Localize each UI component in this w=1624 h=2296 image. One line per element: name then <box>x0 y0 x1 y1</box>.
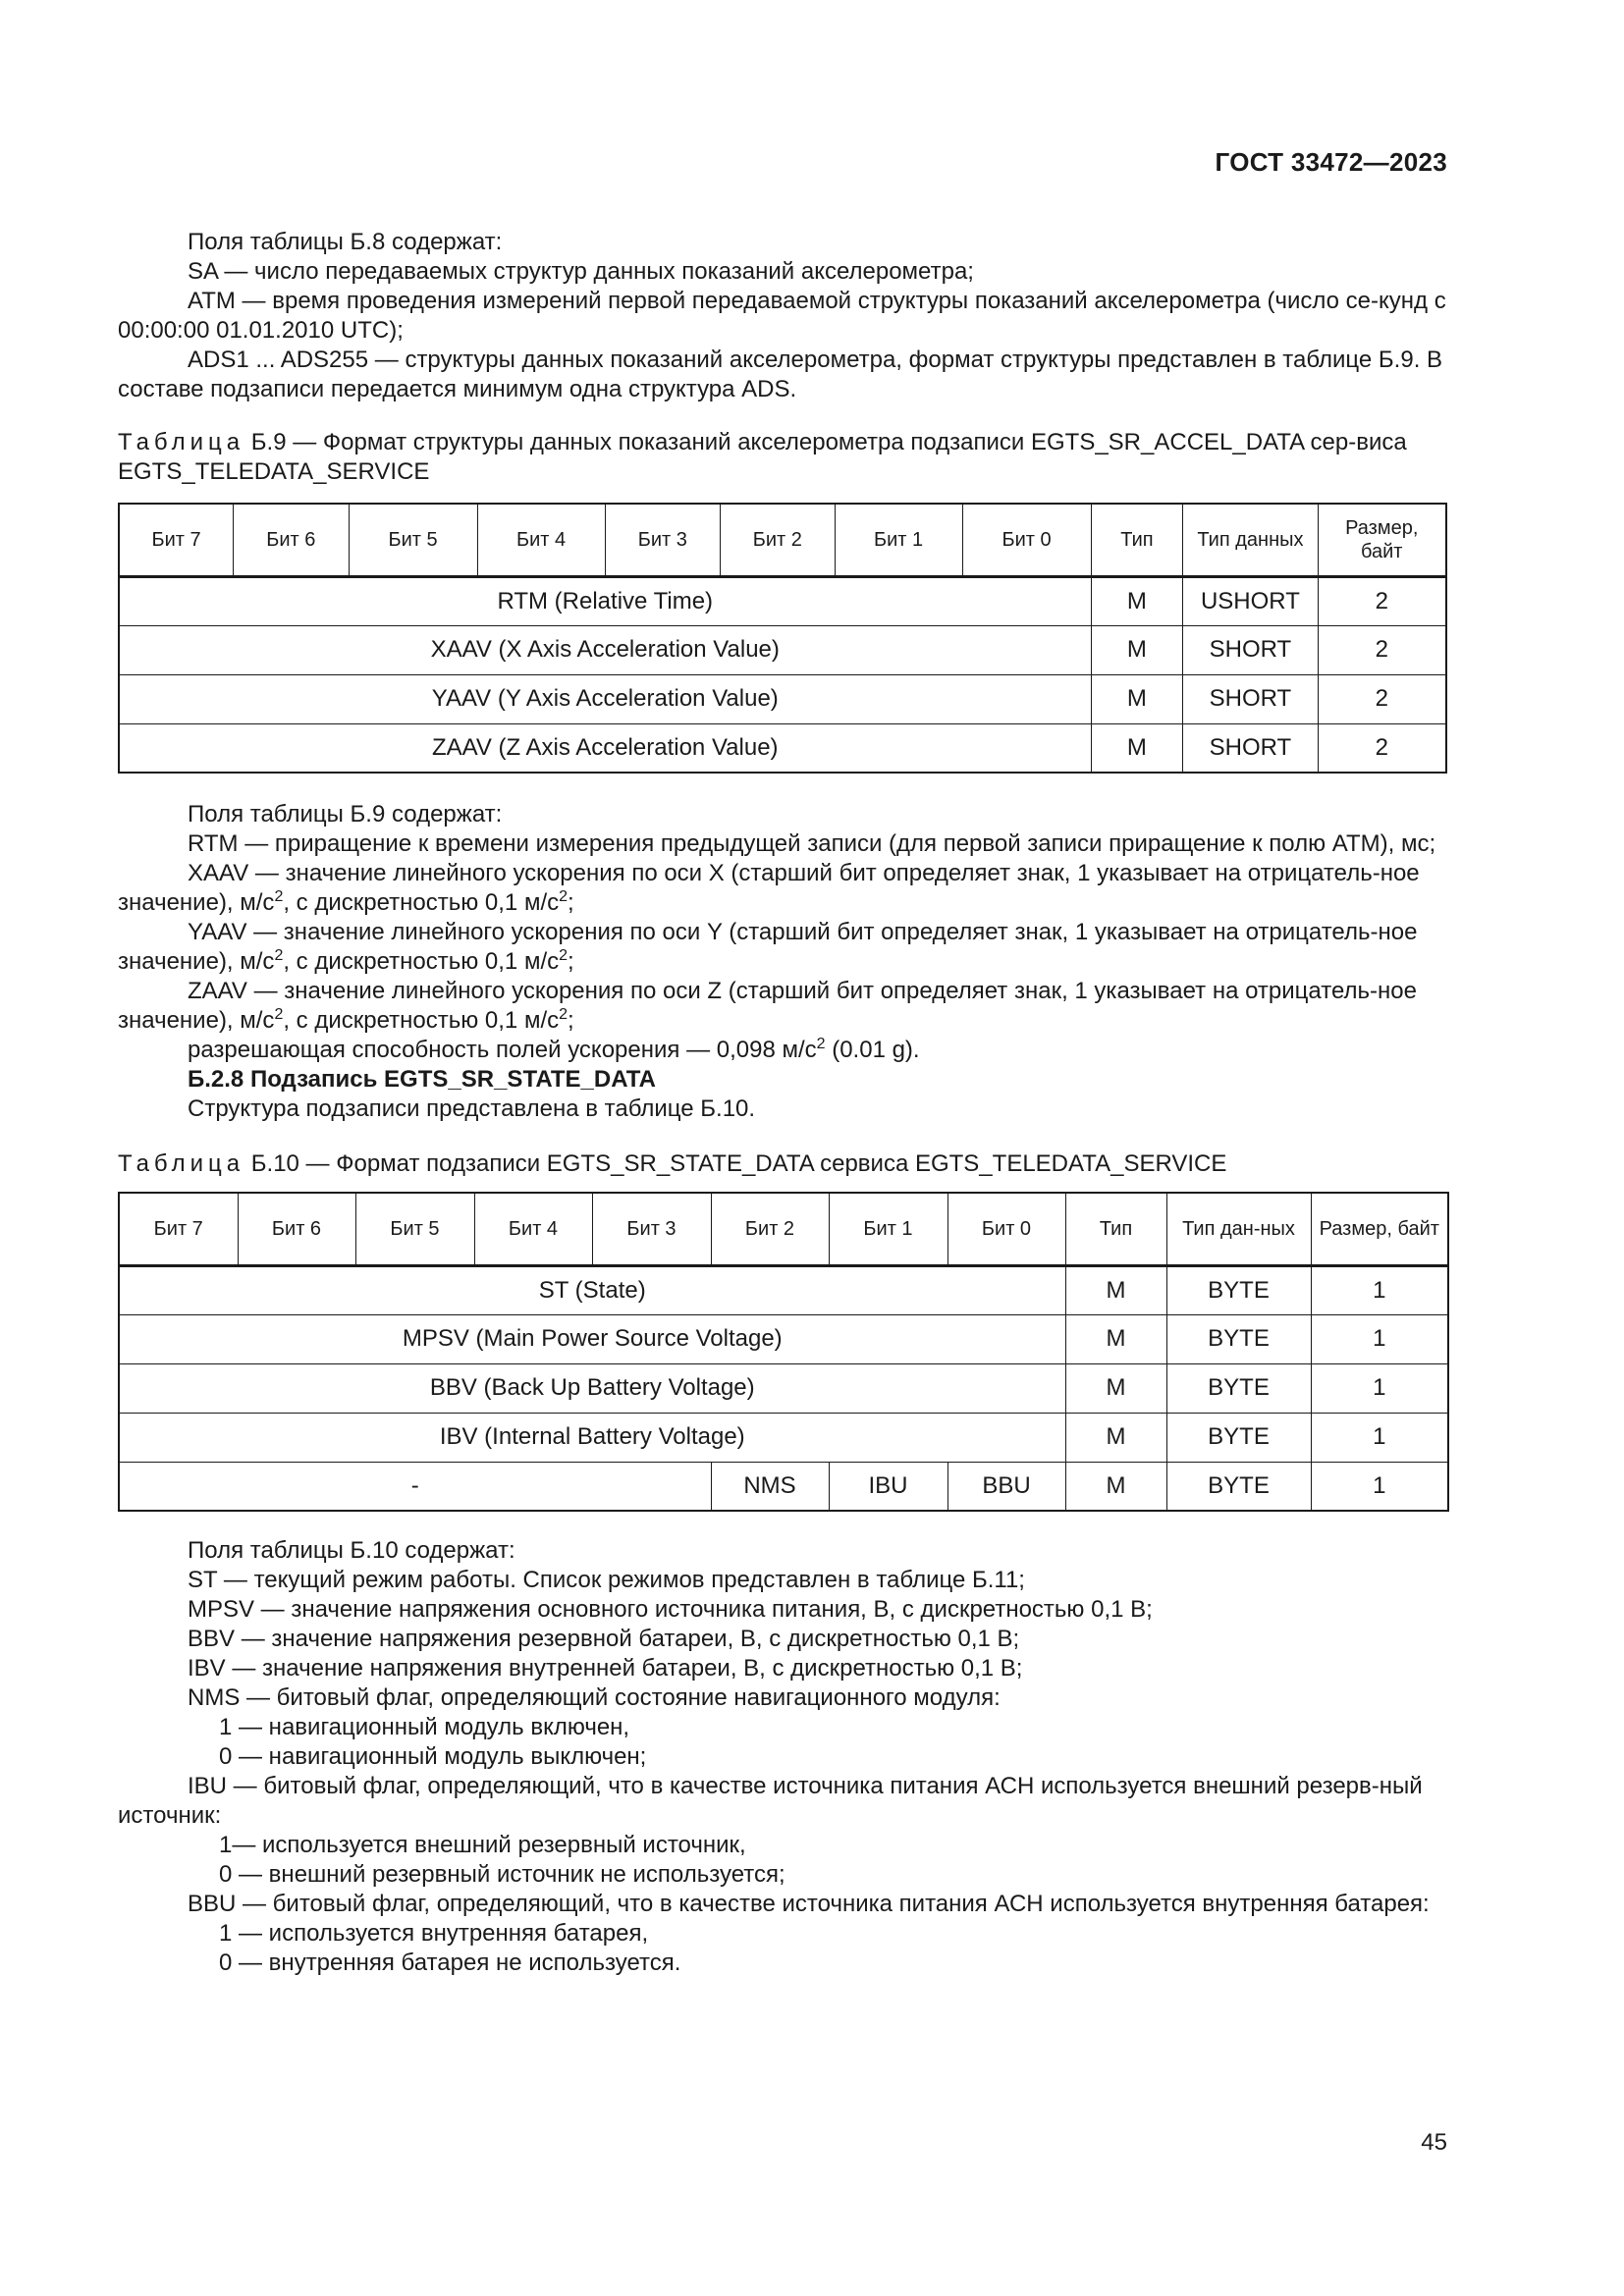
paragraph-xaav: XAAV — значение линейного ускорения по оси X (старший бит определяет знак, 1 указывает на отрицатель-ное значение), $м/с^2$, с дискретностью 0,1 $м/с^2$; <box>118 860 1420 916</box>
paragraph-mpsv: MPSV — значение напряжения основного источника питания, В, с дискретностью 0,1 В; <box>188 1596 1153 1623</box>
paragraph-rtm: RTM — приращение к времени измерения предыдущей записи (для первой записи приращение к полю ATM), мс; <box>188 830 1436 857</box>
table-b9-caption <box>118 428 1447 487</box>
field-type: M <box>1065 1314 1166 1363</box>
field-type: M <box>1065 1363 1166 1413</box>
caption-prefix: Таблица <box>118 429 245 455</box>
section-table-b9-fields <box>118 800 1447 1124</box>
table-header-row <box>119 1193 1448 1265</box>
table-b9 <box>118 503 1447 774</box>
field-name: RTM (Relative Time) <box>119 576 1091 625</box>
field-data-type: BYTE <box>1166 1363 1311 1413</box>
list-item: 1 — используется внутренняя батарея, <box>219 1920 649 1947</box>
table-row <box>119 1363 1448 1413</box>
table-b10-caption <box>118 1149 1447 1179</box>
header-bit3: Бит 3 <box>592 1193 711 1265</box>
paragraph-intro: Поля таблицы Б.9 содержат: <box>188 801 503 828</box>
paragraph-resolution: разрешающая способность полей ускорения — 0,098 $м/с^2$ (0.01 g). <box>188 1036 920 1063</box>
field-size: 1 <box>1311 1314 1448 1363</box>
header-bit2: Бит 2 <box>711 1193 829 1265</box>
reserved-bits: - <box>119 1462 711 1511</box>
header-data-type: Тип данных <box>1183 504 1318 576</box>
field-data-type: BYTE <box>1166 1265 1311 1314</box>
field-type: M <box>1091 674 1183 723</box>
header-bit7: Бит 7 <box>119 504 234 576</box>
header-bit7: Бит 7 <box>119 1193 238 1265</box>
field-data-type: BYTE <box>1166 1314 1311 1363</box>
field-type: M <box>1091 625 1183 674</box>
field-type: M <box>1091 576 1183 625</box>
field-type: M <box>1065 1462 1166 1511</box>
flag-bbu: BBU <box>947 1462 1065 1511</box>
field-name: MPSV (Main Power Source Voltage) <box>119 1314 1065 1363</box>
paragraph-structure-note: Структура подзаписи представлена в таблице Б.10. <box>188 1095 756 1122</box>
table-row <box>119 576 1446 625</box>
paragraph-yaav: YAAV — значение линейного ускорения по оси Y (старший бит определяет знак, 1 указывает на отрицатель-ное значение), $м/с^2$, с дискретностью 0,1 $м/с^2$; <box>118 919 1418 975</box>
field-data-type: SHORT <box>1183 625 1318 674</box>
field-size: 1 <box>1311 1265 1448 1314</box>
paragraph-sa: SA — число передаваемых структур данных показаний акселерометра; <box>188 258 974 285</box>
field-data-type: SHORT <box>1183 723 1318 773</box>
paragraph-zaav: ZAAV — значение линейного ускорения по оси Z (старший бит определяет знак, 1 указывает на отрицатель-ное значение), $м/с^2$, с дискретностью 0,1 $м/с^2$; <box>118 978 1417 1034</box>
field-data-type: BYTE <box>1166 1462 1311 1511</box>
header-bit1: Бит 1 <box>829 1193 947 1265</box>
header-size: Размер, байт <box>1311 1193 1448 1265</box>
table-header-row <box>119 504 1446 576</box>
header-bit6: Бит 6 <box>238 1193 355 1265</box>
header-bit1: Бит 1 <box>835 504 962 576</box>
table-row <box>119 674 1446 723</box>
caption-text: Б.10 — Формат подзаписи EGTS_SR_STATE_DATA сервиса EGTS_TELEDATA_SERVICE <box>244 1150 1227 1177</box>
list-item: 0 — навигационный модуль выключен; <box>219 1743 647 1770</box>
header-type: Тип <box>1091 504 1183 576</box>
paragraph-nms: NMS — битовый флаг, определяющий состояние навигационного модуля: <box>188 1684 1001 1711</box>
header-bit4: Бит 4 <box>474 1193 592 1265</box>
list-item: 0 — внешний резервный источник не используется; <box>219 1861 785 1888</box>
section-table-b10-fields <box>118 1536 1447 1978</box>
caption-prefix: Таблица <box>118 1150 245 1177</box>
field-size: 1 <box>1311 1413 1448 1462</box>
header-data-type: Тип дан-ных <box>1166 1193 1311 1265</box>
field-size: 2 <box>1318 723 1446 773</box>
paragraph-atm: ATM — время проведения измерений первой передаваемой структуры показаний акселерометра (число се-кунд с 00:00:00 01.01.2010 UTC); <box>118 288 1446 344</box>
section-table-b8-fields <box>118 228 1447 404</box>
header-bit6: Бит 6 <box>234 504 350 576</box>
field-name: ST (State) <box>119 1265 1065 1314</box>
table-row <box>119 625 1446 674</box>
header-type: Тип <box>1065 1193 1166 1265</box>
field-type: M <box>1091 723 1183 773</box>
paragraph-bbv: BBV — значение напряжения резервной батареи, В, с дискретностью 0,1 В; <box>188 1626 1020 1652</box>
table-row <box>119 1413 1448 1462</box>
field-size: 2 <box>1318 576 1446 625</box>
table-row <box>119 1314 1448 1363</box>
flag-ibu: IBU <box>829 1462 947 1511</box>
header-size: Размер, байт <box>1318 504 1446 576</box>
header-bit5: Бит 5 <box>355 1193 474 1265</box>
table-row-flags <box>119 1462 1448 1511</box>
caption-text: Б.9 — Формат структуры данных показаний акселерометра подзаписи EGTS_SR_ACCEL_DATA сер-виса EGTS_TELEDATA_SERVICE <box>118 429 1407 485</box>
field-size: 1 <box>1311 1462 1448 1511</box>
paragraph-ibv: IBV — значение напряжения внутренней батареи, В, с дискретностью 0,1 В; <box>188 1655 1023 1682</box>
list-item: 1— используется внешний резервный источник, <box>219 1832 746 1858</box>
table-row <box>119 1265 1448 1314</box>
paragraph-intro: Поля таблицы Б.10 содержат: <box>188 1537 515 1564</box>
paragraph-st: ST — текущий режим работы. Список режимов представлен в таблице Б.11; <box>188 1567 1025 1593</box>
field-type: M <box>1065 1413 1166 1462</box>
header-bit0: Бит 0 <box>962 504 1091 576</box>
header-bit0: Бит 0 <box>947 1193 1065 1265</box>
paragraph-intro: Поля таблицы Б.8 содержат: <box>188 229 503 255</box>
field-name: IBV (Internal Battery Voltage) <box>119 1413 1065 1462</box>
field-name: YAAV (Y Axis Acceleration Value) <box>119 674 1091 723</box>
document-code: ГОСТ 33472—2023 <box>1215 147 1447 177</box>
list-item: 1 — навигационный модуль включен, <box>219 1714 630 1740</box>
page-number: 45 <box>1421 2129 1447 2156</box>
field-size: 2 <box>1318 674 1446 723</box>
field-name: BBV (Back Up Battery Voltage) <box>119 1363 1065 1413</box>
table-b10 <box>118 1192 1449 1512</box>
subsection-heading: Б.2.8 Подзапись EGTS_SR_STATE_DATA <box>188 1066 656 1093</box>
field-name: ZAAV (Z Axis Acceleration Value) <box>119 723 1091 773</box>
paragraph-bbu: BBU — битовый флаг, определяющий, что в качестве источника питания АСН используется внутренняя батарея: <box>188 1891 1430 1917</box>
field-type: M <box>1065 1265 1166 1314</box>
field-data-type: USHORT <box>1183 576 1318 625</box>
header-bit2: Бит 2 <box>721 504 836 576</box>
paragraph-ibu: IBU — битовый флаг, определяющий, что в качестве источника питания АСН используется внешний резерв-ный источник: <box>118 1773 1423 1829</box>
list-item: 0 — внутренняя батарея не используется. <box>219 1949 681 1976</box>
field-data-type: BYTE <box>1166 1413 1311 1462</box>
header-bit4: Бит 4 <box>477 504 605 576</box>
paragraph-ads: ADS1 ... ADS255 — структуры данных показаний акселерометра, формат структуры представлен в таблице Б.9. В составе подзаписи передается минимум одна структура ADS. <box>118 347 1443 402</box>
header-bit5: Бит 5 <box>349 504 477 576</box>
header-bit3: Бит 3 <box>605 504 721 576</box>
table-row <box>119 723 1446 773</box>
flag-nms: NMS <box>711 1462 829 1511</box>
field-size: 2 <box>1318 625 1446 674</box>
field-name: XAAV (X Axis Acceleration Value) <box>119 625 1091 674</box>
field-data-type: SHORT <box>1183 674 1318 723</box>
field-size: 1 <box>1311 1363 1448 1413</box>
